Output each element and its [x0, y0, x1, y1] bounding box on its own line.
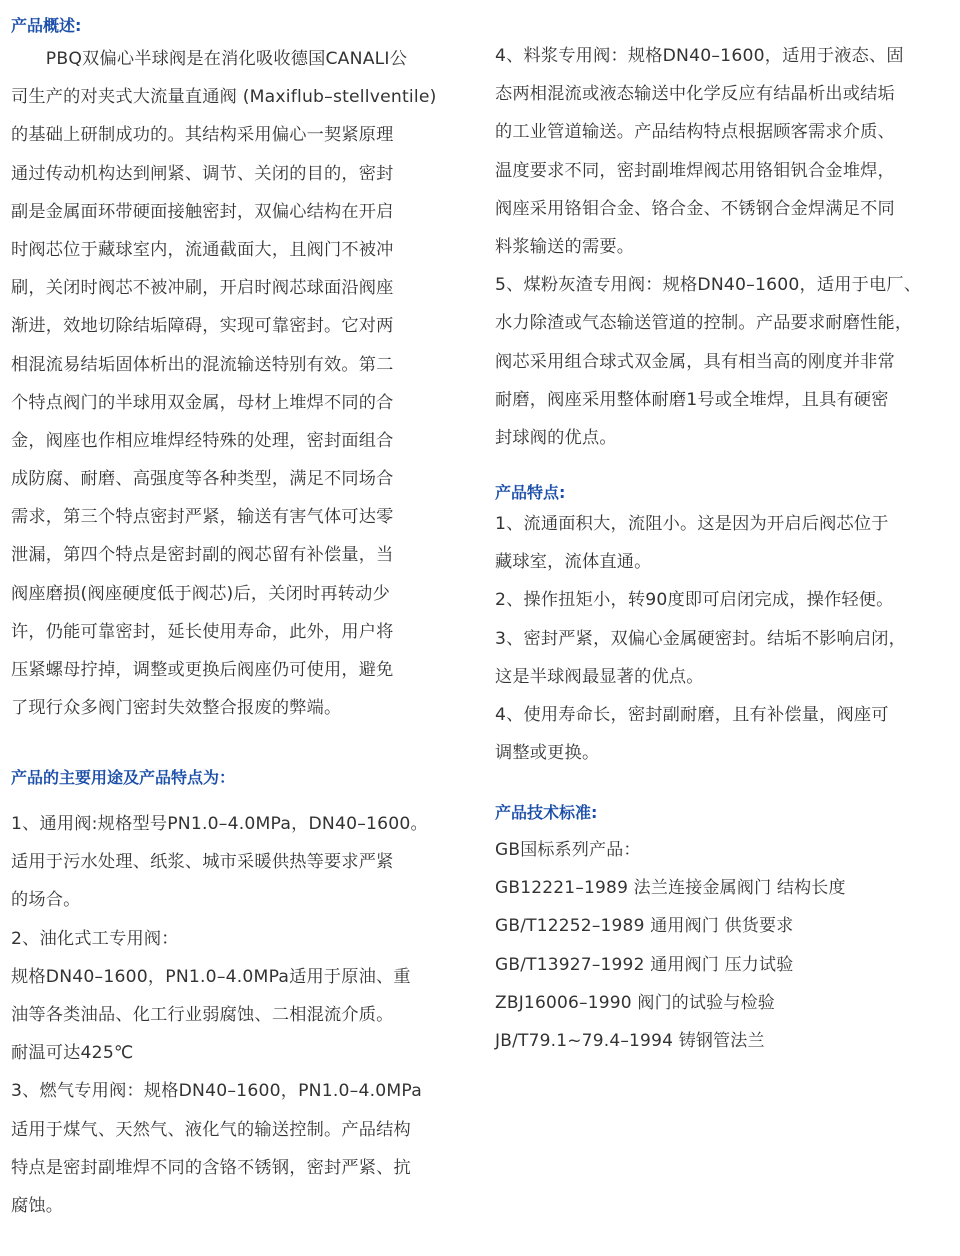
text-line: 5、煤粉灰渣专用阀：规格DN40–1600，适用于电厂、 [495, 275, 922, 296]
text-line: 封球阀的优点。 [495, 427, 617, 448]
text-line: 副是金属面环带硬面接触密封，双偏心结构在开启 [11, 201, 394, 222]
text-line: 时阀芯位于藏球室内，流通截面大，且阀门不被冲 [11, 239, 394, 260]
uses-heading: 产品的主要用途及产品特点为： [11, 768, 236, 787]
text-line: 1、流通面积大，流阻小。这是因为开启后阀芯位于 [495, 514, 889, 534]
text-line: 2、油化式工专用阀： [11, 928, 179, 949]
text-line: 泄漏，第四个特点是密封副的阀芯留有补偿量，当 [11, 545, 394, 566]
standard-item: GB/T13927–1992 通用阀门 压力试验 [495, 954, 794, 975]
text-line: 刷，关闭时阀芯不被冲刷，开启时阀芯球面沿阀座 [11, 278, 394, 299]
text-line: 许，仍能可靠密封，延长使用寿命，此外，用户将 [11, 621, 394, 642]
text-line: 特点是密封副堆焊不同的含铬不锈钢，密封严紧、抗 [11, 1157, 411, 1178]
text-line: 的基础上研制成功的。其结构采用偏心一契紧原理 [11, 125, 394, 146]
features-text [495, 505, 906, 772]
text-line: 渐进，效地切除结垢障碍，实现可靠密封。它对两 [11, 316, 394, 337]
text-line: 1、通用阀:规格型号PN1.0–4.0MPa，DN40–1600。 [11, 814, 428, 834]
overview-heading: 产品概述: [11, 16, 82, 35]
text-line: 藏球室，流体直通。 [495, 552, 652, 573]
text-line: 3、密封严紧，双偏心金属硬密封。结垢不影响启闭， [495, 628, 907, 649]
text-line: 4、使用寿命长，密封副耐磨，且有补偿量，阀座可 [495, 704, 889, 725]
text-line: 阀座磨损(阀座硬度低于阀芯)后，关闭时再转动少 [11, 583, 390, 604]
text-line: 成防腐、耐磨、高强度等各种类型，满足不同场合 [11, 469, 394, 490]
text-line: 4、料浆专用阀：规格DN40–1600，适用于液态、固 [495, 46, 904, 66]
text-line: 2、操作扭矩小，转90度即可启闭完成，操作轻便。 [495, 590, 894, 611]
text-line: 适用于煤气、天然气、液化气的输送控制。产品结构 [11, 1119, 411, 1140]
overview-text [11, 40, 437, 727]
standard-item: GB国标系列产品： [495, 840, 641, 860]
text-line: 这是半球阀最显著的优点。 [495, 666, 704, 687]
standard-item: JB/T79.1~79.4–1994 铸钢管法兰 [495, 1030, 765, 1051]
text-line: 的工业管道输送。产品结构特点根据顾客需求介质、 [495, 122, 895, 143]
text-line: 规格DN40–1600，PN1.0–4.0MPa适用于原油、重 [11, 966, 411, 987]
standard-item: ZBJ16006–1990 阀门的试验与检验 [495, 992, 775, 1013]
text-line: 通过传动机构达到闸紧、调节、关闭的目的，密封 [11, 163, 394, 184]
text-line: 压紧螺母拧掉，调整或更换后阀座仍可使用，避免 [11, 660, 394, 680]
text-line: 耐温可达425℃ [11, 1043, 134, 1064]
text-line: 金，阀座也作相应堆焊经特殊的处理，密封面组合 [11, 430, 394, 451]
text-line: 3、燃气专用阀：规格DN40–1600，PN1.0–4.0MPa [11, 1081, 422, 1102]
standards-heading: 产品技术标准: [495, 803, 598, 822]
text-line: 态两相混流或液态输送中化学反应有结晶析出或结垢 [495, 84, 895, 105]
text-line: 温度要求不同，密封副堆焊阀芯用铬钼钒合金堆焊， [495, 160, 895, 181]
text-line: 调整或更换。 [495, 743, 600, 764]
text-line: 料浆输送的需要。 [495, 236, 635, 257]
standards-text [495, 831, 846, 1060]
text-line: 油等各类油品、化工行业弱腐蚀、二相混流介质。 [11, 1004, 394, 1025]
text-line: 适用于污水处理、纸浆、城市采暖供热等要求严紧 [11, 852, 394, 873]
text-line: 的场合。 [11, 890, 81, 911]
standard-item: GB12221–1989 法兰连接金属阀门 结构长度 [495, 878, 846, 899]
text-line: 水力除渣或气态输送管道的控制。产品要求耐磨性能， [495, 313, 913, 334]
text-line: 耐磨，阀座采用整体耐磨1号或全堆焊，且具有硬密 [495, 389, 889, 410]
text-line: 司生产的对夹式大流量直通阀 (Maxiflub–stellventile) [11, 87, 437, 108]
text-line: 腐蚀。 [11, 1195, 64, 1216]
text-line: PBQ双偏心半球阀是在消化吸收德国CANALI公 [11, 49, 408, 69]
features-heading: 产品特点: [495, 483, 566, 502]
uses-text-continued [495, 37, 921, 457]
text-line: 了现行众多阀门密封失效整合报废的弊端。 [11, 698, 342, 719]
standard-item: GB/T12252–1989 通用阀门 供货要求 [495, 916, 794, 937]
text-line: 阀芯采用组合球式双金属，具有相当高的刚度并非常 [495, 351, 895, 372]
text-line: 阀座采用铬钼合金、铬合金、不锈钢合金焊满足不同 [495, 198, 895, 219]
text-line: 需求，第三个特点密封严紧，输送有害气体可达零 [11, 507, 394, 528]
text-line: 相混流易结垢固体析出的混流输送特别有效。第二 [11, 354, 394, 375]
text-line: 个特点阀门的半球用双金属，母材上堆焊不同的合 [11, 392, 394, 413]
uses-text [11, 805, 428, 1225]
